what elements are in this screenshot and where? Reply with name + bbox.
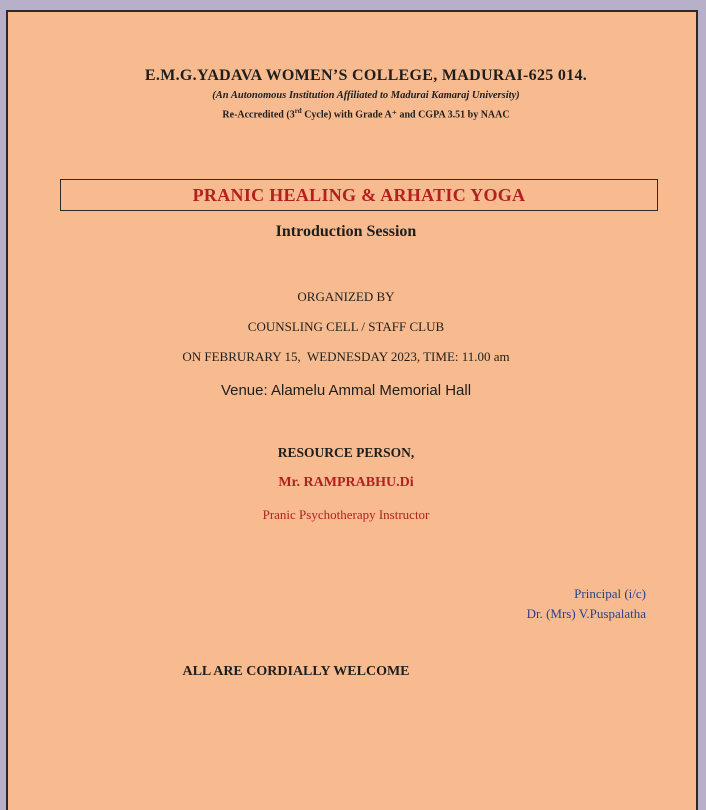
resource-person-role: Pranic Psychotherapy Instructor — [262, 507, 430, 522]
organized-by-label: ORGANIZED BY — [297, 289, 395, 304]
resource-person-label: RESOURCE PERSON, — [277, 445, 415, 460]
signatory-name: Dr. (Mrs) V.Puspalatha — [526, 606, 646, 621]
affiliation-line: (An Autonomous Institution Affiliated to Madurai Kamaraj University) — [212, 90, 520, 101]
college-name: E.M.G.YADAVA WOMEN’S COLLEGE, MADURAI-625 014. — [144, 67, 588, 84]
event-subtitle: Introduction Session — [275, 223, 417, 240]
event-date-time: ON FEBRURARY 15, WEDNESDAY 2023, TIME: 11.00 am — [182, 349, 510, 364]
reaccreditation-line — [22, 107, 706, 120]
reaccreditation-text-end: Cycle) with Grade A⁺ and CGPA 3.51 by NAAC — [301, 109, 510, 121]
event-venue: Venue: Alamelu Ammal Memorial Hall — [220, 382, 472, 399]
invitation-sheet — [6, 10, 698, 810]
signatory-title: Principal (i/c) — [574, 586, 646, 601]
resource-person-name: Mr. RAMPRABHU.Di — [278, 475, 414, 490]
welcome-message: ALL ARE CORDIALLY WELCOME — [182, 664, 410, 679]
event-title-box — [60, 179, 658, 211]
reaccreditation-superscript: rd — [294, 107, 302, 115]
event-title: PRANIC HEALING & ARHATIC YOGA — [192, 184, 526, 205]
reaccreditation-text-start: Re-Accredited (3 — [222, 109, 295, 121]
organizer-name: COUNSLING CELL / STAFF CLUB — [247, 319, 445, 334]
